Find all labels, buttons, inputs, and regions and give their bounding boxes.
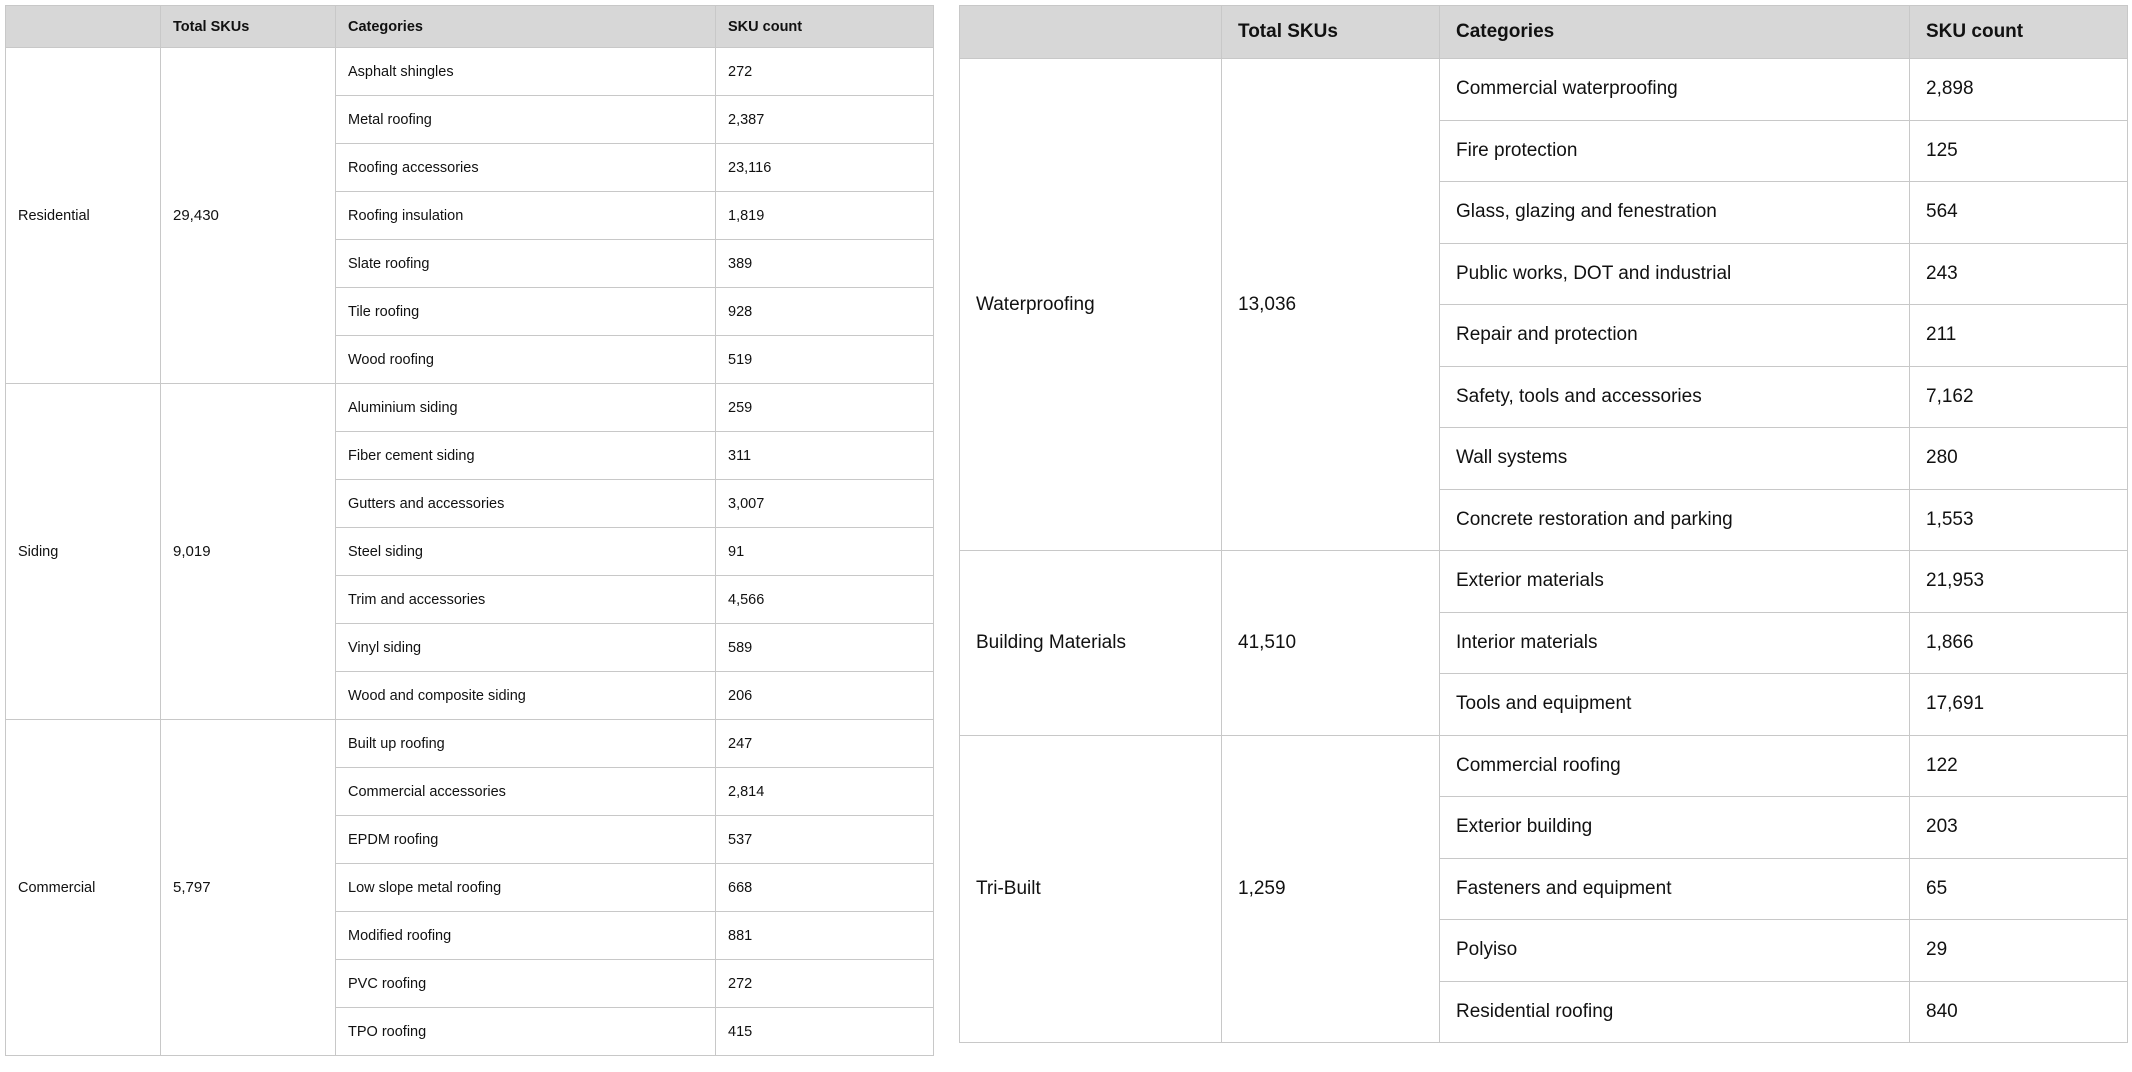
sku-count-cell: 203 bbox=[1910, 797, 2128, 859]
sku-count-cell: 259 bbox=[716, 384, 934, 432]
category-cell: Trim and accessories bbox=[336, 576, 716, 624]
header-sku-count: SKU count bbox=[1910, 6, 2128, 59]
header-group-column bbox=[960, 6, 1222, 59]
category-cell: Tools and equipment bbox=[1440, 674, 1910, 736]
sku-count-cell: 589 bbox=[716, 624, 934, 672]
group-total-skus-cell: 29,430 bbox=[161, 48, 336, 384]
category-cell: Gutters and accessories bbox=[336, 480, 716, 528]
category-cell: Asphalt shingles bbox=[336, 48, 716, 96]
category-cell: Aluminium siding bbox=[336, 384, 716, 432]
group-total-skus-cell: 9,019 bbox=[161, 384, 336, 720]
header-group-column bbox=[6, 6, 161, 48]
group-name-cell: Siding bbox=[6, 384, 161, 720]
table-row bbox=[6, 720, 934, 768]
left-table-header bbox=[6, 6, 934, 48]
sku-count-cell: 2,898 bbox=[1910, 59, 2128, 121]
sku-count-cell: 7,162 bbox=[1910, 366, 2128, 428]
category-cell: Low slope metal roofing bbox=[336, 864, 716, 912]
right-table-header bbox=[960, 6, 2128, 59]
group-total-skus-cell: 41,510 bbox=[1222, 551, 1440, 736]
category-cell: Repair and protection bbox=[1440, 305, 1910, 367]
category-cell: Residential roofing bbox=[1440, 981, 1910, 1043]
sku-count-cell: 243 bbox=[1910, 243, 2128, 305]
sku-count-cell: 280 bbox=[1910, 428, 2128, 490]
category-cell: TPO roofing bbox=[336, 1008, 716, 1056]
header-total-skus: Total SKUs bbox=[1222, 6, 1440, 59]
category-cell: Wood and composite siding bbox=[336, 672, 716, 720]
category-cell: EPDM roofing bbox=[336, 816, 716, 864]
header-row bbox=[6, 6, 934, 48]
table-row bbox=[6, 384, 934, 432]
category-cell: Commercial waterproofing bbox=[1440, 59, 1910, 121]
category-cell: Exterior materials bbox=[1440, 551, 1910, 613]
category-cell: Fire protection bbox=[1440, 120, 1910, 182]
group-name-cell: Residential bbox=[6, 48, 161, 384]
header-categories: Categories bbox=[336, 6, 716, 48]
sku-count-cell: 29 bbox=[1910, 920, 2128, 982]
group-name-cell: Building Materials bbox=[960, 551, 1222, 736]
right-sku-table bbox=[959, 5, 2128, 1043]
sku-count-cell: 840 bbox=[1910, 981, 2128, 1043]
category-cell: Wood roofing bbox=[336, 336, 716, 384]
sku-count-cell: 928 bbox=[716, 288, 934, 336]
category-cell: Fasteners and equipment bbox=[1440, 858, 1910, 920]
category-cell: Vinyl siding bbox=[336, 624, 716, 672]
sku-count-cell: 415 bbox=[716, 1008, 934, 1056]
right-table-body bbox=[960, 59, 2128, 1043]
left-table-body bbox=[6, 48, 934, 1056]
sku-count-cell: 21,953 bbox=[1910, 551, 2128, 613]
group-total-skus-cell: 5,797 bbox=[161, 720, 336, 1056]
group-total-skus-cell: 1,259 bbox=[1222, 735, 1440, 1043]
sku-count-cell: 881 bbox=[716, 912, 934, 960]
sku-count-cell: 519 bbox=[716, 336, 934, 384]
sku-count-cell: 206 bbox=[716, 672, 934, 720]
category-cell: Roofing insulation bbox=[336, 192, 716, 240]
sku-count-cell: 65 bbox=[1910, 858, 2128, 920]
group-name-cell: Tri-Built bbox=[960, 735, 1222, 1043]
table-row bbox=[960, 551, 2128, 613]
category-cell: Metal roofing bbox=[336, 96, 716, 144]
category-cell: Public works, DOT and industrial bbox=[1440, 243, 1910, 305]
sku-count-cell: 1,866 bbox=[1910, 612, 2128, 674]
category-cell: Fiber cement siding bbox=[336, 432, 716, 480]
sku-count-cell: 1,819 bbox=[716, 192, 934, 240]
sku-count-cell: 125 bbox=[1910, 120, 2128, 182]
left-sku-table bbox=[5, 5, 934, 1056]
sku-count-cell: 247 bbox=[716, 720, 934, 768]
category-cell: Interior materials bbox=[1440, 612, 1910, 674]
category-cell: Slate roofing bbox=[336, 240, 716, 288]
group-total-skus-cell: 13,036 bbox=[1222, 59, 1440, 551]
category-cell: Wall systems bbox=[1440, 428, 1910, 490]
sku-count-cell: 1,553 bbox=[1910, 489, 2128, 551]
sku-count-cell: 389 bbox=[716, 240, 934, 288]
header-total-skus: Total SKUs bbox=[161, 6, 336, 48]
sku-count-cell: 537 bbox=[716, 816, 934, 864]
sku-count-cell: 23,116 bbox=[716, 144, 934, 192]
sku-count-cell: 4,566 bbox=[716, 576, 934, 624]
category-cell: Safety, tools and accessories bbox=[1440, 366, 1910, 428]
category-cell: Glass, glazing and fenestration bbox=[1440, 182, 1910, 244]
category-cell: Roofing accessories bbox=[336, 144, 716, 192]
category-cell: Polyiso bbox=[1440, 920, 1910, 982]
sku-count-cell: 2,814 bbox=[716, 768, 934, 816]
sku-count-cell: 311 bbox=[716, 432, 934, 480]
sku-count-cell: 272 bbox=[716, 48, 934, 96]
header-row bbox=[960, 6, 2128, 59]
sku-count-cell: 3,007 bbox=[716, 480, 934, 528]
sku-count-cell: 122 bbox=[1910, 735, 2128, 797]
sku-count-cell: 91 bbox=[716, 528, 934, 576]
sku-count-cell: 211 bbox=[1910, 305, 2128, 367]
category-cell: PVC roofing bbox=[336, 960, 716, 1008]
group-name-cell: Commercial bbox=[6, 720, 161, 1056]
category-cell: Commercial roofing bbox=[1440, 735, 1910, 797]
category-cell: Commercial accessories bbox=[336, 768, 716, 816]
table-row bbox=[960, 59, 2128, 121]
category-cell: Built up roofing bbox=[336, 720, 716, 768]
category-cell: Concrete restoration and parking bbox=[1440, 489, 1910, 551]
table-row bbox=[960, 735, 2128, 797]
sku-count-cell: 17,691 bbox=[1910, 674, 2128, 736]
sku-count-cell: 668 bbox=[716, 864, 934, 912]
table-row bbox=[6, 48, 934, 96]
category-cell: Steel siding bbox=[336, 528, 716, 576]
sku-count-cell: 2,387 bbox=[716, 96, 934, 144]
sku-count-cell: 272 bbox=[716, 960, 934, 1008]
header-categories: Categories bbox=[1440, 6, 1910, 59]
category-cell: Modified roofing bbox=[336, 912, 716, 960]
right-table-container bbox=[959, 5, 2128, 1043]
header-sku-count: SKU count bbox=[716, 6, 934, 48]
group-name-cell: Waterproofing bbox=[960, 59, 1222, 551]
left-table-container bbox=[5, 5, 934, 1056]
category-cell: Tile roofing bbox=[336, 288, 716, 336]
sku-count-cell: 564 bbox=[1910, 182, 2128, 244]
category-cell: Exterior building bbox=[1440, 797, 1910, 859]
